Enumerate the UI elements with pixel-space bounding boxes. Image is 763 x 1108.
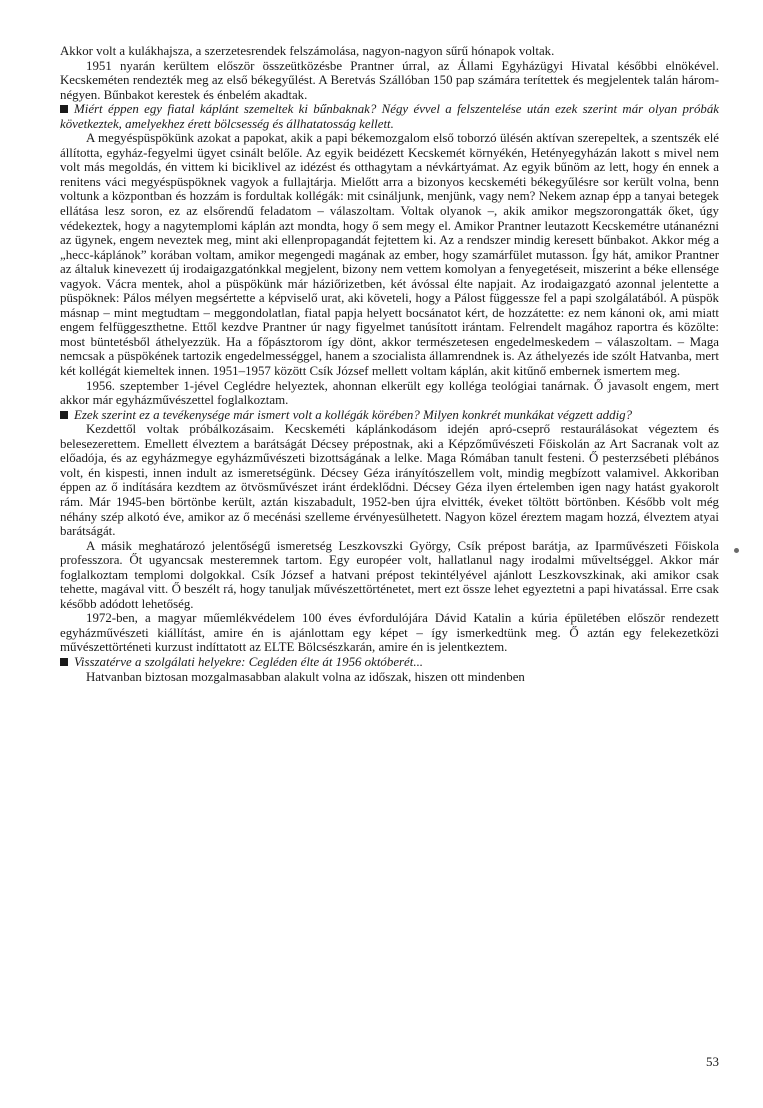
paragraph-4: 1956. szeptember 1-jével Ceglédre helyeztek, ahonnan elkerült egy kolléga teológiai tanárnak. Ő javasolt engem, mert akkor már egyházművészettel foglalkoztam.	[60, 378, 719, 408]
square-bullet-icon	[60, 105, 68, 113]
paragraph-3: A megyéspüspökünk azokat a papokat, akik a papi békemozgalom első toborzó ülésén aktívan szerepeltek, a szentszék elé állította, egyház-fegyelmi ügyet csinált belőle. Az egyik beidézett Kecskemét környékén, Hetényegyházán lakott s mivel nem volt más megoldás, én vittem ki biciklivel az idézést és otthagytam a névkártyámat. Az egyik bűnöm az lett, hogy én ennek a renitens váci megyéspüspöknek vagyok a fullajtárja. Mielőtt arra a bizonyos kecskeméti békegyűlésre sor került volna, benn voltunk a központban és hozzám is fordultak kollégák: mit csináljunk, menjünk, vagy nem? Nekem aznap épp a tanyai betegek ellátása lesz soron, ez az elsőrendű feladatom – válaszoltam. Voltak olyanok –, akik amikor megszorongatták őket, úgy védekeztek, hogy a nagytemplomi káplán azt mondta, hogy ő sem megy el. Amikor Prantner leutazott Kecskemétre utánanézni az ügynek, engem neveztek meg, mint aki ellenpropagandát fejtettem ki. Az a rendszer mindig keresett bűnbakot. Akkor még a „hecc-káplánok” korában voltam, amikor megengedi magának az ember, hogy szamárfület mutasson. Így hát, amikor Prantner az általuk kinevezett új irodaigazgatónkkal megjelent, bizony nem vettem komolyan a fenyegetéseit, miszerint a béke ellensége vagyok. Vácra mentek, ahol a püspökünk már háziőrizetben, két ávóssal élte napjait. Az irodaigazgató azonnal jelentette a püspöknek: Pálos mélyen megsértette a képviselő urat, aki követeli, hogy a Pálost függessze fel a papi szolgálatából. A püspök másnap – mint megtudtam – meggondolatlan, fiatal papja helyett bocsánatot kért, de hozzátette: ez nem kánoni ok, ami miatt engem felfüggeszthetne. Ettől kezdve Prantner úr nagy figyelmet tanúsított irántam. Felrendelt magához raportra és közölte: most büntetésből áthelyezzük. Ha a főpásztorom így dönt, akkor természetesen engedelmeskedem – válaszoltam. – Maga nemcsak a püspökének tartozik engedelmességgel, hanem a szocialista államrendnek is. Az áthelyezés ide szólt Hatvanba, mert két kollégát kiemeltek innen. 1951–1957 között Csík József mellett voltam káplán, akit kitűnő embernek ismertem meg.	[60, 131, 719, 379]
interview-question-2	[60, 408, 719, 423]
paragraph-7: 1972-ben, a magyar műemlékvédelem 100 éves évfordulójára Dávid Katalin a kúria épületében először rendezett egyházművészeti kiállítást, amire én is ajánlottam egy képet – így ismerkedtünk meg. Ő aztán egy felekezetközi művészettörténeti kurzust indíttatott az ELTE Bölcsészkarán, amire én is jelentkeztem.	[60, 611, 719, 655]
paragraph-1: Akkor volt a kulákhajsza, a szerzetesrendek felszámolása, nagyon-nagyon sűrű hónapok voltak.	[60, 44, 555, 58]
paragraph-5: Kezdettől voltak próbálkozásaim. Kecskeméti káplánkodásom idején apró-cseprő restaurálásokat végeztem és belesezerettem. Emellett élveztem a barátságát Décsey prépostnak, aki a Képzőművészeti Főiskolán az Art Sacranak volt az előadója, és az egyházmegye egyházművészeti bizottságának a lelke. Maga Rómában tanult festeni. Ő pesterzsébeti plébános volt, én kispesti, innen indult az ismeretségünk. Décsey Géza irányítószellem volt, mindig megbízott valamivel. Akkoriban éppen az ő indítására kezdtem az ötvösművészet iránt érdeklődni. Décsey Géza ilyen értelemben igen nagy hatást gyakorolt rám. Már 1945-ben börtönbe került, aztán kiszabadult, 1952-ben újra elvitték, éveket töltött börtönben. Később volt még néhány szép alkotó éve, amikor az ő mecénási szelleme érvényesülhetett. Nagyon közel éreztem magam hozzá, élveztem atyai barátságát.	[60, 422, 719, 539]
question-text: Miért éppen egy fiatal káplánt szemeltek ki bűnbaknak? Négy évvel a felszentelése után ezek szerint már olyan próbák következtek, amelyekhez érett bölcsesség és állhatatosság kellett.	[60, 102, 719, 131]
square-bullet-icon	[60, 658, 68, 666]
paragraph-6: A másik meghatározó jelentőségű ismeretség Leszkovszki György, Csík prépost barátja, az Iparművészeti Főiskola professzora. Őt ugyancsak mesteremnek tartom. Egy européer volt, hallatlanul nagy irodalmi műveltséggel. Akkor már foglalkoztam templomi dolgokkal. Csík József a hatvani prépost tekintélyével ajánlott Leszkovszkinak, aki amikor csak tehette, magával vitt. Ő beszélt rá, hogy tanuljak művészettörténetet, mert ezt össze lehet egyeztetni a papi hivatással. Erre csak később adódott lehetőség.	[60, 538, 719, 611]
page-number: 53	[706, 1054, 719, 1069]
question-text: Ezek szerint ez a tevékenysége már ismert volt a kollégák körében? Milyen konkrét munkákat végzett addig?	[74, 407, 633, 422]
paragraph-8: Hatvanban biztosan mozgalmasabban alakult volna az időszak, hiszen ott mindenben	[86, 669, 525, 684]
print-speck	[734, 548, 739, 553]
square-bullet-icon	[60, 411, 68, 419]
question-text: Visszatérve a szolgálati helyekre: Cegléden élte át 1956 októberét...	[74, 654, 424, 669]
interview-question-3	[60, 655, 719, 670]
paragraph-2: 1951 nyarán kerültem először összeütközésbe Prantner úrral, az Állami Egyházügyi Hivatal későbbi elnökével. Kecskeméten rendezték meg az első békegyűlést. A Beretvás Szállóban 150 pap számára terítettek és megjelentek talán három-négyen. Bűnbakot kerestek és énbelém akadtak.	[60, 58, 719, 102]
interview-question-1	[60, 102, 719, 131]
document-body	[60, 44, 719, 684]
